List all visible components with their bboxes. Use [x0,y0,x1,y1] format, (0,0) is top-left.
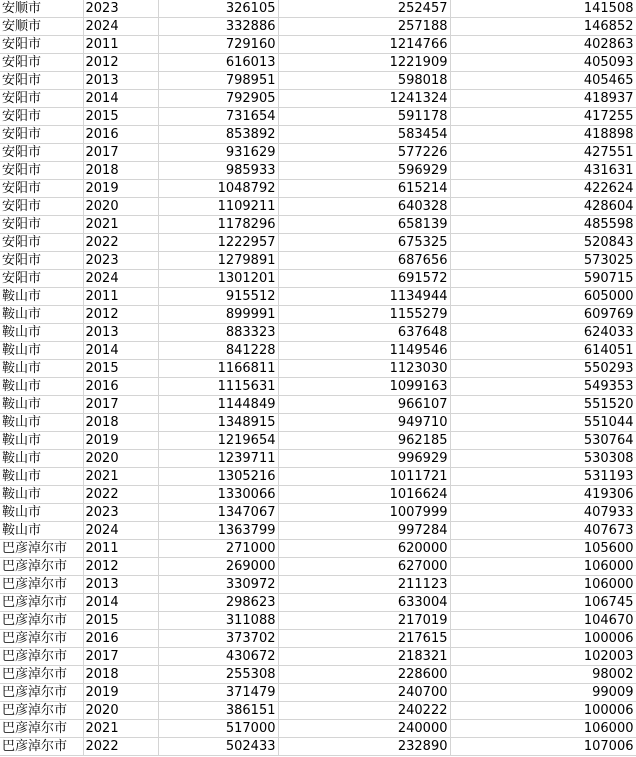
cell-value-3[interactable]: 605000 [450,288,636,306]
cell-value-2[interactable]: 637648 [278,324,450,342]
cell-city[interactable]: 安阳市 [0,252,83,270]
cell-year[interactable]: 2012 [83,306,158,324]
cell-value-3[interactable]: 531193 [450,468,636,486]
cell-value-3[interactable]: 106745 [450,594,636,612]
cell-value-3[interactable]: 551520 [450,396,636,414]
cell-value-3[interactable]: 549353 [450,378,636,396]
cell-value-1[interactable]: 255308 [158,666,278,684]
cell-city[interactable]: 巴彦淖尔市 [0,684,83,702]
cell-value-2[interactable]: 691572 [278,270,450,288]
cell-year[interactable]: 2016 [83,378,158,396]
cell-value-3[interactable]: 102003 [450,648,636,666]
cell-value-3[interactable]: 590715 [450,270,636,288]
cell-city[interactable]: 安阳市 [0,108,83,126]
cell-year[interactable]: 2024 [83,18,158,36]
cell-city[interactable]: 鞍山市 [0,432,83,450]
cell-value-3[interactable]: 98002 [450,666,636,684]
cell-value-3[interactable]: 550293 [450,360,636,378]
cell-year[interactable]: 2014 [83,594,158,612]
cell-year[interactable]: 2012 [83,558,158,576]
cell-city[interactable]: 安阳市 [0,54,83,72]
cell-city[interactable]: 巴彦淖尔市 [0,720,83,738]
table-row [0,288,636,306]
cell-value-1[interactable]: 1348915 [158,414,278,432]
cell-city[interactable]: 鞍山市 [0,324,83,342]
cell-value-3[interactable]: 428604 [450,198,636,216]
cell-year[interactable]: 2023 [83,504,158,522]
cell-value-2[interactable]: 1123030 [278,360,450,378]
cell-year[interactable]: 2023 [83,0,158,18]
table-row [0,468,636,486]
cell-city[interactable]: 鞍山市 [0,504,83,522]
cell-value-2[interactable]: 577226 [278,144,450,162]
cell-value-1[interactable]: 1166811 [158,360,278,378]
cell-value-1[interactable]: 298623 [158,594,278,612]
cell-city[interactable]: 鞍山市 [0,396,83,414]
cell-city[interactable]: 安阳市 [0,216,83,234]
cell-value-1[interactable]: 271000 [158,540,278,558]
cell-value-1[interactable]: 731654 [158,108,278,126]
table-row [0,72,636,90]
cell-city[interactable]: 鞍山市 [0,378,83,396]
cell-value-3[interactable]: 402863 [450,36,636,54]
cell-value-2[interactable]: 252457 [278,0,450,18]
cell-value-2[interactable]: 633004 [278,594,450,612]
table-row [0,738,636,756]
cell-value-3[interactable]: 417255 [450,108,636,126]
cell-city[interactable]: 巴彦淖尔市 [0,576,83,594]
table-row [0,630,636,648]
table-row [0,144,636,162]
cell-year[interactable]: 2020 [83,702,158,720]
cell-value-1[interactable]: 616013 [158,54,278,72]
table-row [0,576,636,594]
table-row [0,162,636,180]
cell-value-1[interactable]: 931629 [158,144,278,162]
cell-city[interactable]: 安阳市 [0,90,83,108]
cell-value-3[interactable]: 141508 [450,0,636,18]
cell-value-3[interactable]: 99009 [450,684,636,702]
cell-value-3[interactable]: 418937 [450,90,636,108]
cell-year[interactable]: 2014 [83,90,158,108]
cell-value-1[interactable]: 1115631 [158,378,278,396]
cell-value-1[interactable]: 841228 [158,342,278,360]
cell-year[interactable]: 2017 [83,648,158,666]
cell-value-2[interactable]: 1149546 [278,342,450,360]
cell-city[interactable]: 安阳市 [0,198,83,216]
cell-city[interactable]: 巴彦淖尔市 [0,648,83,666]
cell-year[interactable]: 2016 [83,630,158,648]
cell-value-2[interactable]: 615214 [278,180,450,198]
cell-city[interactable]: 鞍山市 [0,342,83,360]
cell-city[interactable]: 安阳市 [0,36,83,54]
table-row [0,108,636,126]
cell-value-2[interactable]: 596929 [278,162,450,180]
cell-value-1[interactable]: 1363799 [158,522,278,540]
cell-year[interactable]: 2013 [83,576,158,594]
cell-value-3[interactable]: 573025 [450,252,636,270]
cell-year[interactable]: 2022 [83,234,158,252]
cell-value-1[interactable]: 1109211 [158,198,278,216]
cell-value-3[interactable]: 105600 [450,540,636,558]
cell-value-3[interactable]: 551044 [450,414,636,432]
cell-city[interactable]: 安顺市 [0,18,83,36]
cell-city[interactable]: 安阳市 [0,126,83,144]
cell-value-2[interactable]: 1099163 [278,378,450,396]
cell-year[interactable]: 2019 [83,432,158,450]
cell-value-1[interactable]: 1222957 [158,234,278,252]
table-row [0,18,636,36]
cell-value-3[interactable]: 407673 [450,522,636,540]
cell-city[interactable]: 安阳市 [0,180,83,198]
cell-value-2[interactable]: 217019 [278,612,450,630]
table-row [0,486,636,504]
cell-value-2[interactable]: 1155279 [278,306,450,324]
cell-value-1[interactable]: 311088 [158,612,278,630]
cell-value-2[interactable]: 1221909 [278,54,450,72]
table-row [0,432,636,450]
table-row [0,522,636,540]
cell-city[interactable]: 鞍山市 [0,450,83,468]
cell-value-2[interactable]: 627000 [278,558,450,576]
cell-city[interactable]: 巴彦淖尔市 [0,702,83,720]
cell-year[interactable]: 2015 [83,612,158,630]
cell-city[interactable]: 巴彦淖尔市 [0,558,83,576]
cell-city[interactable]: 鞍山市 [0,486,83,504]
cell-year[interactable]: 2011 [83,36,158,54]
cell-city[interactable]: 安阳市 [0,270,83,288]
cell-value-3[interactable]: 418898 [450,126,636,144]
cell-year[interactable]: 2018 [83,162,158,180]
cell-value-1[interactable]: 502433 [158,738,278,756]
cell-value-3[interactable]: 530764 [450,432,636,450]
cell-value-3[interactable]: 146852 [450,18,636,36]
cell-year[interactable]: 2021 [83,468,158,486]
cell-value-1[interactable]: 1219654 [158,432,278,450]
table-row [0,324,636,342]
cell-value-1[interactable]: 430672 [158,648,278,666]
cell-year[interactable]: 2014 [83,342,158,360]
cell-value-2[interactable]: 228600 [278,666,450,684]
cell-value-2[interactable]: 1134944 [278,288,450,306]
cell-value-2[interactable]: 217615 [278,630,450,648]
cell-value-2[interactable]: 997284 [278,522,450,540]
cell-value-3[interactable]: 107006 [450,738,636,756]
cell-year[interactable]: 2020 [83,450,158,468]
cell-value-1[interactable]: 729160 [158,36,278,54]
cell-year[interactable]: 2016 [83,126,158,144]
cell-year[interactable]: 2022 [83,738,158,756]
table-row [0,180,636,198]
cell-value-3[interactable]: 405465 [450,72,636,90]
cell-value-1[interactable]: 1330066 [158,486,278,504]
cell-city[interactable]: 鞍山市 [0,414,83,432]
table-row [0,504,636,522]
cell-city[interactable]: 鞍山市 [0,360,83,378]
cell-year[interactable]: 2019 [83,180,158,198]
cell-value-3[interactable]: 405093 [450,54,636,72]
cell-value-2[interactable]: 966107 [278,396,450,414]
cell-city[interactable]: 巴彦淖尔市 [0,666,83,684]
cell-year[interactable]: 2017 [83,144,158,162]
cell-value-2[interactable]: 1016624 [278,486,450,504]
cell-value-2[interactable]: 949710 [278,414,450,432]
cell-year[interactable]: 2024 [83,522,158,540]
cell-year[interactable]: 2011 [83,288,158,306]
cell-value-3[interactable]: 104670 [450,612,636,630]
cell-city[interactable]: 鞍山市 [0,306,83,324]
cell-value-1[interactable]: 269000 [158,558,278,576]
cell-value-2[interactable]: 1007999 [278,504,450,522]
cell-value-3[interactable]: 422624 [450,180,636,198]
cell-value-3[interactable]: 624033 [450,324,636,342]
cell-value-2[interactable]: 211123 [278,576,450,594]
table-row [0,702,636,720]
cell-value-3[interactable]: 431631 [450,162,636,180]
cell-city[interactable]: 安阳市 [0,162,83,180]
cell-value-1[interactable]: 1305216 [158,468,278,486]
cell-value-2[interactable]: 583454 [278,126,450,144]
cell-value-1[interactable]: 1178296 [158,216,278,234]
cell-value-1[interactable]: 326105 [158,0,278,18]
cell-year[interactable]: 2018 [83,666,158,684]
table-row [0,414,636,432]
cell-value-1[interactable]: 853892 [158,126,278,144]
cell-value-2[interactable]: 658139 [278,216,450,234]
cell-value-1[interactable]: 1144849 [158,396,278,414]
table-row [0,666,636,684]
table-row [0,216,636,234]
cell-city[interactable]: 巴彦淖尔市 [0,738,83,756]
cell-city[interactable]: 安阳市 [0,144,83,162]
table-row [0,558,636,576]
cell-year[interactable]: 2018 [83,414,158,432]
cell-value-2[interactable]: 687656 [278,252,450,270]
cell-value-1[interactable]: 371479 [158,684,278,702]
cell-city[interactable]: 巴彦淖尔市 [0,594,83,612]
cell-value-1[interactable]: 373702 [158,630,278,648]
cell-city[interactable]: 安顺市 [0,0,83,18]
table-row [0,360,636,378]
cell-value-1[interactable]: 1301201 [158,270,278,288]
cell-value-2[interactable]: 240000 [278,720,450,738]
table-row [0,396,636,414]
table-row [0,648,636,666]
table-row [0,252,636,270]
cell-value-3[interactable]: 100006 [450,630,636,648]
cell-value-2[interactable]: 232890 [278,738,450,756]
cell-city[interactable]: 鞍山市 [0,288,83,306]
cell-value-3[interactable]: 407933 [450,504,636,522]
table-row [0,342,636,360]
cell-city[interactable]: 巴彦淖尔市 [0,540,83,558]
cell-value-3[interactable]: 485598 [450,216,636,234]
cell-value-2[interactable]: 962185 [278,432,450,450]
cell-value-2[interactable]: 1011721 [278,468,450,486]
table-row [0,684,636,702]
cell-value-2[interactable]: 1214766 [278,36,450,54]
table-row [0,0,636,18]
cell-value-3[interactable]: 419306 [450,486,636,504]
cell-value-1[interactable]: 332886 [158,18,278,36]
cell-city[interactable]: 安阳市 [0,72,83,90]
cell-value-1[interactable]: 985933 [158,162,278,180]
cell-value-2[interactable]: 218321 [278,648,450,666]
cell-value-1[interactable]: 792905 [158,90,278,108]
table-row [0,378,636,396]
table-row [0,36,636,54]
cell-value-3[interactable]: 520843 [450,234,636,252]
cell-city[interactable]: 安阳市 [0,234,83,252]
cell-value-2[interactable]: 996929 [278,450,450,468]
cell-city[interactable]: 巴彦淖尔市 [0,612,83,630]
cell-value-2[interactable]: 620000 [278,540,450,558]
cell-year[interactable]: 2021 [83,720,158,738]
table-row [0,612,636,630]
cell-value-2[interactable]: 598018 [278,72,450,90]
cell-value-3[interactable]: 427551 [450,144,636,162]
cell-value-1[interactable]: 1239711 [158,450,278,468]
cell-year[interactable]: 2020 [83,198,158,216]
table-row [0,126,636,144]
table-row [0,270,636,288]
cell-year[interactable]: 2019 [83,684,158,702]
cell-value-3[interactable]: 106000 [450,720,636,738]
cell-value-3[interactable]: 106000 [450,558,636,576]
table-row [0,450,636,468]
table-row [0,90,636,108]
cell-value-2[interactable]: 240222 [278,702,450,720]
table-row [0,306,636,324]
cell-value-2[interactable]: 257188 [278,18,450,36]
cell-year[interactable]: 2021 [83,216,158,234]
cell-year[interactable]: 2023 [83,252,158,270]
cell-value-1[interactable]: 899991 [158,306,278,324]
cell-value-3[interactable]: 100006 [450,702,636,720]
cell-value-3[interactable]: 614051 [450,342,636,360]
cell-year[interactable]: 2013 [83,72,158,90]
cell-year[interactable]: 2022 [83,486,158,504]
cell-value-1[interactable]: 330972 [158,576,278,594]
cell-value-1[interactable]: 386151 [158,702,278,720]
cell-value-2[interactable]: 1241324 [278,90,450,108]
cell-year[interactable]: 2011 [83,540,158,558]
table-row [0,198,636,216]
table-row [0,540,636,558]
cell-value-1[interactable]: 915512 [158,288,278,306]
cell-value-3[interactable]: 609769 [450,306,636,324]
table-row [0,234,636,252]
cell-value-2[interactable]: 591178 [278,108,450,126]
cell-value-2[interactable]: 675325 [278,234,450,252]
cell-value-3[interactable]: 530308 [450,450,636,468]
table-row [0,54,636,72]
cell-city[interactable]: 鞍山市 [0,468,83,486]
cell-year[interactable]: 2015 [83,360,158,378]
cell-value-1[interactable]: 1347067 [158,504,278,522]
cell-value-1[interactable]: 883323 [158,324,278,342]
cell-year[interactable]: 2017 [83,396,158,414]
cell-value-2[interactable]: 640328 [278,198,450,216]
table-row [0,720,636,738]
cell-value-3[interactable]: 106000 [450,576,636,594]
cell-value-1[interactable]: 1279891 [158,252,278,270]
cell-value-1[interactable]: 1048792 [158,180,278,198]
cell-year[interactable]: 2015 [83,108,158,126]
cell-city[interactable]: 鞍山市 [0,522,83,540]
cell-value-2[interactable]: 240700 [278,684,450,702]
cell-year[interactable]: 2012 [83,54,158,72]
table-row [0,594,636,612]
cell-city[interactable]: 巴彦淖尔市 [0,630,83,648]
cell-year[interactable]: 2013 [83,324,158,342]
cell-year[interactable]: 2024 [83,270,158,288]
cell-value-1[interactable]: 517000 [158,720,278,738]
cell-value-1[interactable]: 798951 [158,72,278,90]
